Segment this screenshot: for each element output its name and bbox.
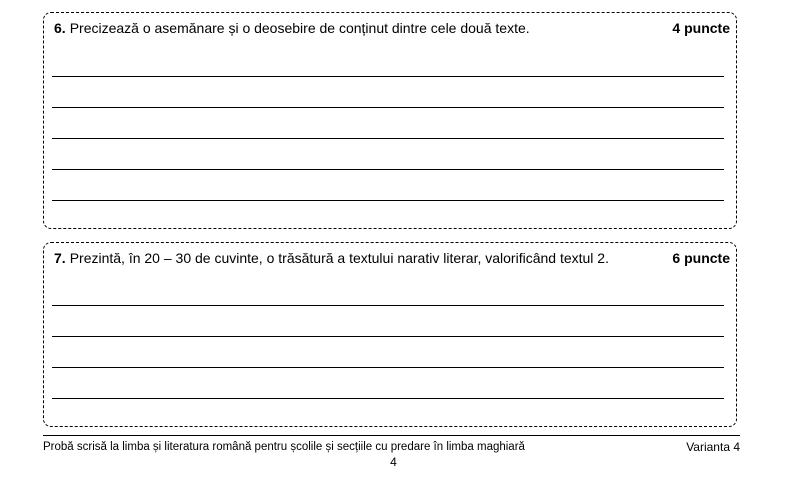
answer-line[interactable]	[52, 169, 724, 170]
page-number: 4	[390, 455, 397, 469]
question-7-header	[54, 250, 730, 267]
answer-line[interactable]	[52, 76, 724, 77]
footer-variant: Varianta 4	[686, 440, 740, 454]
question-7-number: 7.	[54, 250, 66, 266]
answer-line[interactable]	[52, 107, 724, 108]
answer-line[interactable]	[52, 305, 724, 306]
answer-line[interactable]	[52, 336, 724, 337]
question-6-header	[54, 20, 730, 37]
question-7-box	[43, 242, 737, 427]
answer-line[interactable]	[52, 138, 724, 139]
footer-exam-title: Probă scrisă la limba și literatura română pentru școlile și secțiile cu predare în limba maghiară	[43, 441, 525, 453]
question-7-points: 6 puncte	[672, 250, 730, 266]
answer-line[interactable]	[52, 367, 724, 368]
question-6-box	[43, 12, 737, 229]
question-6-text: Precizează o asemănare și o deosebire de conținut dintre cele două texte.	[69, 20, 530, 36]
footer-divider	[43, 435, 740, 436]
question-6-points: 4 puncte	[672, 20, 730, 36]
question-7-text: Prezintă, în 20 – 30 de cuvinte, o trăsătură a textului narativ literar, valorificând textul 2.	[69, 250, 609, 266]
answer-line[interactable]	[52, 398, 724, 399]
question-6-number: 6.	[54, 20, 66, 36]
answer-line[interactable]	[52, 200, 724, 201]
